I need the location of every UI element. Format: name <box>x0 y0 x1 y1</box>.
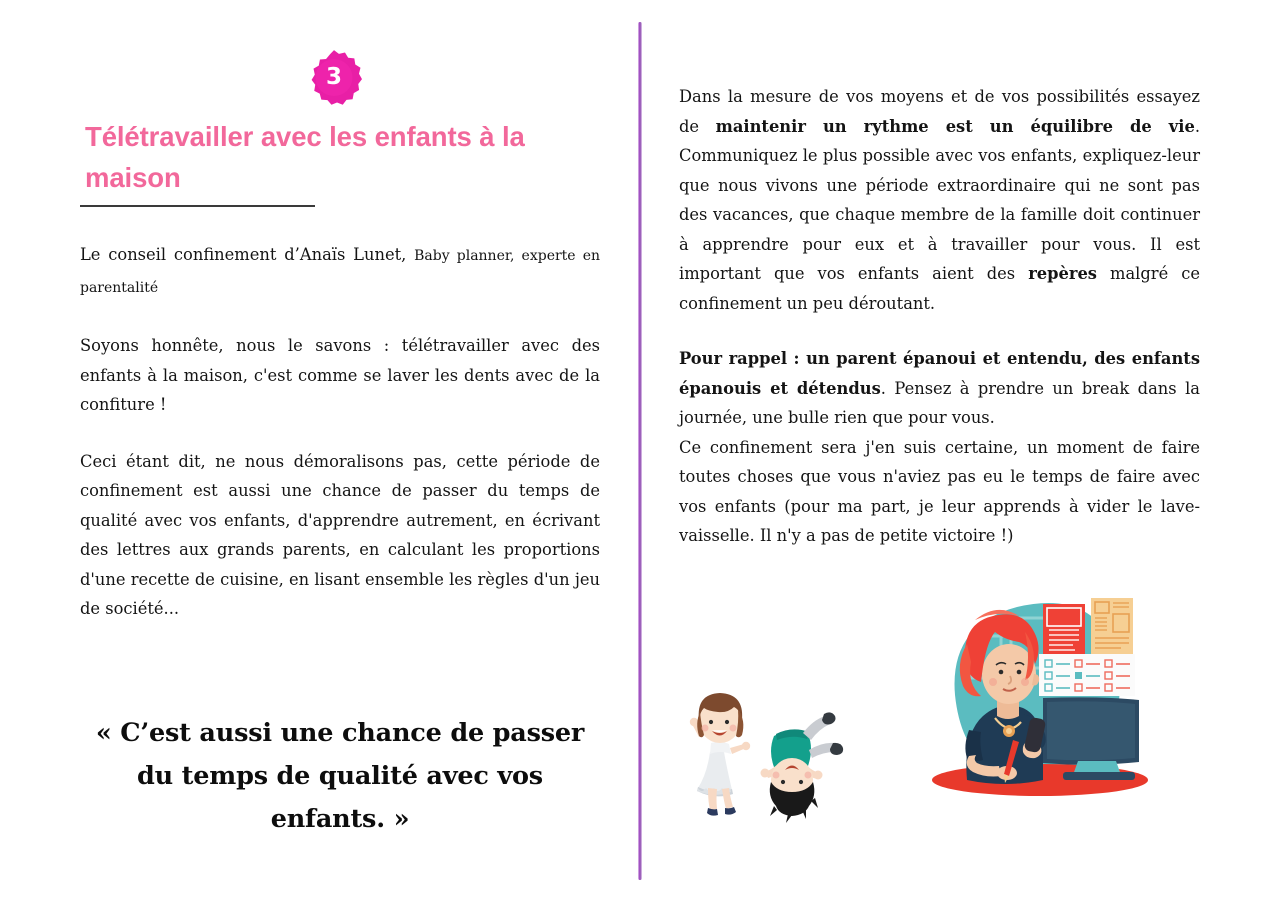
right-body-text <box>679 82 1200 551</box>
author-credit <box>80 240 600 303</box>
rp1-part-1: Dans la mesure de vos moyens et de vos possibilités essayez de <box>679 87 1200 136</box>
woman-working-from-home-icon <box>915 590 1165 805</box>
woman-working-illustration <box>915 590 1165 805</box>
credit-role: Baby planner, experte en parentalité <box>80 248 600 296</box>
paragraph-1: Soyons honnête, nous le savons : télétravailler avec des enfants à la maison, c'est comme se laver les dents avec de la confiture ! <box>80 336 600 414</box>
column-divider <box>638 22 642 880</box>
paragraph-2: Ceci étant dit, ne nous démoralisons pas, cette période de confinement est aussi une chance de passer du temps de qualité avec vos enfants, d'apprendre autrement, en écrivant des lettres aux grands parents, en calculant les proportions d'une recette de cuisine, en lisant ensemble les règles d'un jeu de société... <box>80 451 600 618</box>
title-underline-rule <box>80 205 315 207</box>
section-number-badge <box>306 49 362 105</box>
right-paragraph-2 <box>679 344 1200 551</box>
rp2-part-1: . Pensez à prendre un break dans la journée, une bulle rien que pour vous. <box>679 378 1200 427</box>
pull-quote: « C’est aussi une chance de passer du temps de qualité avec vos enfants. » <box>95 718 585 834</box>
rp2-part-2: Ce confinement sera j'en suis certaine, un moment de faire toutes choses que vous n'aviez pas eu le temps de faire avec vos enfants (pour ma part, je leur apprends à vider le lave-vaisselle. Il n'y a pas de petite victoire !) <box>679 437 1200 545</box>
rp1-part-3: malgré ce confinement un peu déroutant. <box>679 264 1200 313</box>
rp1-bold-2: repères <box>1028 264 1097 283</box>
left-column <box>80 0 600 903</box>
left-body-text <box>80 240 600 651</box>
rp2-bold-1: Pour rappel : un parent épanoui et entendu, des enfants épanouis et détendus <box>679 349 1200 398</box>
children-playing-icon <box>670 688 875 823</box>
badge-number-label: 3 <box>325 63 342 90</box>
credit-lead: Le conseil confinement d’Anaïs Lunet, <box>80 245 415 264</box>
page-title: Télétravailler avec les enfants à la maison <box>85 121 525 193</box>
rp1-bold-1: maintenir un rythme est un équilibre de vie <box>715 116 1195 136</box>
rp1-part-2: . Communiquez le plus possible avec vos enfants, expliquez-leur que nous vivons une période extraordinaire qui ne sont pas des vacances, que chaque membre de la famille doit continuer à apprendre pour eux et à travailler pour vous. Il est important que vos enfants aient des <box>679 116 1200 283</box>
children-playing-illustration <box>670 688 875 823</box>
right-paragraph-1 <box>679 82 1200 318</box>
